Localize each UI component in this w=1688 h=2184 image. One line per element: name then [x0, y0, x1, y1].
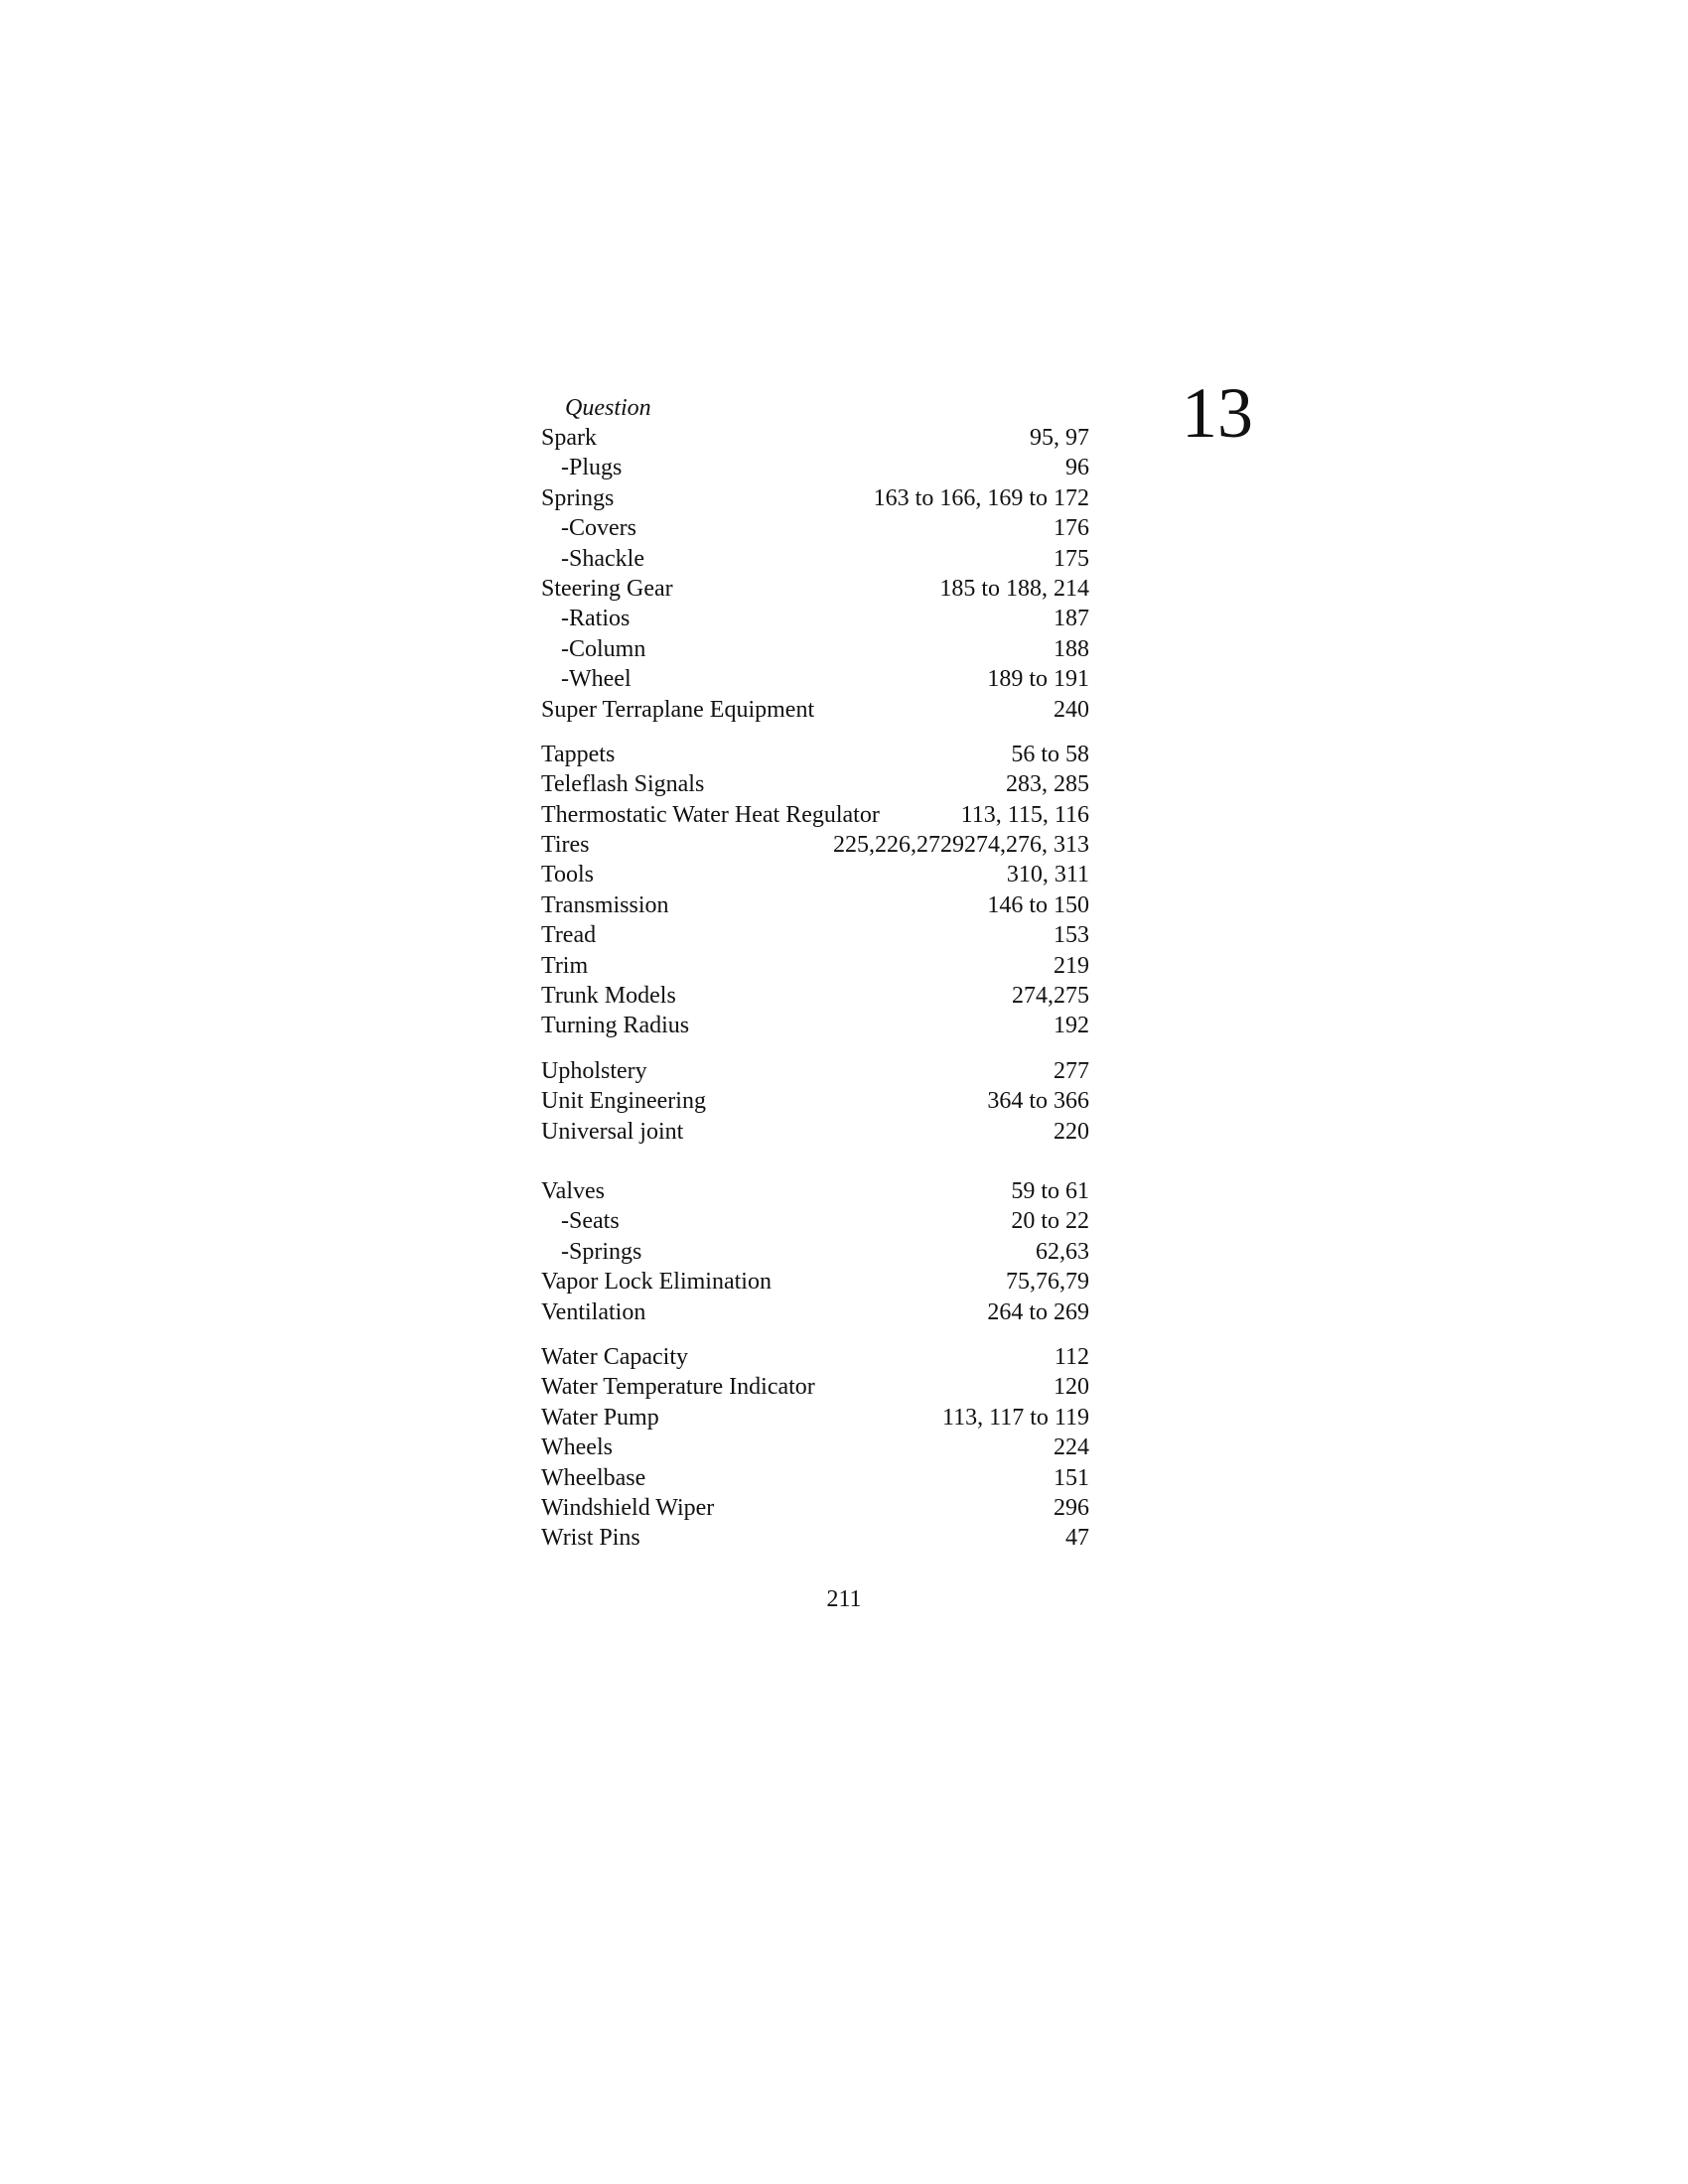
index-term: -Plugs — [561, 455, 623, 481]
index-entry — [541, 1493, 1089, 1523]
index-page-refs: 153 — [1054, 922, 1089, 949]
index-page-refs: 187 — [1054, 606, 1089, 632]
index-entry — [541, 453, 1089, 482]
index-entry — [541, 1342, 1089, 1372]
index-entry — [541, 1297, 1089, 1327]
page-number: 211 — [826, 1586, 862, 1612]
index-page-refs: 62,63 — [1036, 1238, 1089, 1265]
index-page-refs: 176 — [1054, 515, 1089, 542]
index-entry — [541, 1523, 1089, 1553]
index-entry — [541, 1086, 1089, 1116]
index-term: Water Capacity — [541, 1343, 688, 1370]
index-page-refs: 47 — [1065, 1525, 1089, 1552]
index-page-refs: 220 — [1054, 1118, 1089, 1145]
index-term: Spark — [541, 425, 597, 451]
index-term: -Column — [561, 635, 646, 662]
index-term: -Wheel — [561, 666, 632, 693]
index-term: Springs — [541, 484, 615, 511]
index-term: Wheels — [541, 1434, 613, 1461]
index-term: Tires — [541, 832, 590, 859]
index-page-refs: 59 to 61 — [1011, 1177, 1089, 1204]
index-entry — [541, 1056, 1089, 1086]
index-entry — [541, 1117, 1089, 1147]
index-entry — [541, 1011, 1089, 1040]
index-entry — [541, 1206, 1089, 1236]
index-page-refs: 112 — [1054, 1343, 1089, 1370]
index-page-refs: 310, 311 — [1006, 862, 1089, 888]
index-page-refs: 151 — [1054, 1464, 1089, 1491]
index-entry — [541, 1463, 1089, 1493]
index-entry — [541, 890, 1089, 920]
index-entry — [541, 951, 1089, 981]
index-term: Trunk Models — [541, 983, 676, 1010]
index-page-refs: 146 to 150 — [987, 891, 1089, 918]
index-entry — [541, 769, 1089, 799]
index-entry — [541, 1237, 1089, 1267]
index-term: Unit Engineering — [541, 1088, 706, 1115]
index-page-refs: 283, 285 — [1006, 771, 1089, 798]
index-page-refs: 277 — [1054, 1057, 1089, 1084]
index-entry — [541, 800, 1089, 830]
index-entries — [541, 423, 1089, 1554]
index-page-refs: 75,76,79 — [1006, 1269, 1089, 1296]
index-page-refs: 364 to 366 — [987, 1088, 1089, 1115]
index-term: -Seats — [561, 1208, 620, 1235]
index-term: Turning Radius — [541, 1013, 690, 1039]
index-page-refs: 120 — [1054, 1374, 1089, 1401]
index-entry — [541, 981, 1089, 1011]
index-entry — [541, 860, 1089, 889]
index-term: Trim — [541, 952, 589, 979]
index-page-refs: 224 — [1054, 1434, 1089, 1461]
index-page-refs: 240 — [1054, 696, 1089, 723]
index-term: Universal joint — [541, 1118, 684, 1145]
index-page-refs: 175 — [1054, 545, 1089, 572]
index-term: -Springs — [561, 1238, 642, 1265]
index-term: Tools — [541, 862, 594, 888]
index-term: Steering Gear — [541, 575, 673, 602]
index-term: Tread — [541, 922, 597, 949]
index-term: Thermostatic Water Heat Regulator — [541, 801, 880, 828]
index-term: Water Temperature Indicator — [541, 1374, 815, 1401]
index-term: Super Terraplane Equipment — [541, 696, 815, 723]
index-page-refs: 113, 117 to 119 — [942, 1404, 1089, 1431]
index-entry — [541, 1403, 1089, 1433]
index-term: -Ratios — [561, 606, 631, 632]
index-entry — [541, 1433, 1089, 1462]
index-term: Vapor Lock Elimination — [541, 1269, 772, 1296]
index-term: Windshield Wiper — [541, 1494, 715, 1521]
index-term: -Shackle — [561, 545, 644, 572]
index-term: Upholstery — [541, 1057, 647, 1084]
index-entry — [541, 664, 1089, 694]
index-entry — [541, 1372, 1089, 1402]
index-page-refs: 95, 97 — [1030, 425, 1089, 451]
column-header: Question — [565, 395, 651, 421]
index-page-refs: 185 to 188, 214 — [939, 575, 1089, 602]
index-term: Teleflash Signals — [541, 771, 705, 798]
index-term: Tappets — [541, 741, 616, 767]
index-page-refs: 189 to 191 — [987, 666, 1089, 693]
index-entry — [541, 1176, 1089, 1206]
index-entry — [541, 604, 1089, 633]
index-term: Wheelbase — [541, 1464, 646, 1491]
index-entry — [541, 574, 1089, 604]
index-page-refs: 113, 115, 116 — [960, 801, 1089, 828]
index-entry — [541, 695, 1089, 725]
index-entry — [541, 920, 1089, 950]
index-entry — [541, 423, 1089, 453]
index-term: Wrist Pins — [541, 1525, 640, 1552]
index-page-refs: 274,275 — [1012, 983, 1089, 1010]
index-page-refs: 225,226,2729274,276, 313 — [833, 832, 1089, 859]
index-page-refs: 264 to 269 — [987, 1298, 1089, 1325]
index-page-refs: 96 — [1065, 455, 1089, 481]
index-page-refs: 296 — [1054, 1494, 1089, 1521]
index-page-refs: 188 — [1054, 635, 1089, 662]
index-page-refs: 192 — [1054, 1013, 1089, 1039]
index-entry — [541, 544, 1089, 574]
index-page-refs: 20 to 22 — [1011, 1208, 1089, 1235]
index-term: Transmission — [541, 891, 669, 918]
index-term: Ventilation — [541, 1298, 646, 1325]
index-entry — [541, 830, 1089, 860]
index-entry — [541, 483, 1089, 513]
index-page-refs: 56 to 58 — [1011, 741, 1089, 767]
index-term: -Covers — [561, 515, 636, 542]
index-page-refs: 219 — [1054, 952, 1089, 979]
index-entry — [541, 634, 1089, 664]
index-page-refs: 163 to 166, 169 to 172 — [873, 484, 1089, 511]
index-term: Valves — [541, 1177, 605, 1204]
index-list — [541, 393, 1089, 1554]
index-entry — [541, 1267, 1089, 1297]
index-term: Water Pump — [541, 1404, 659, 1431]
chapter-number: 13 — [1182, 373, 1253, 453]
index-entry — [541, 740, 1089, 769]
index-entry — [541, 513, 1089, 543]
